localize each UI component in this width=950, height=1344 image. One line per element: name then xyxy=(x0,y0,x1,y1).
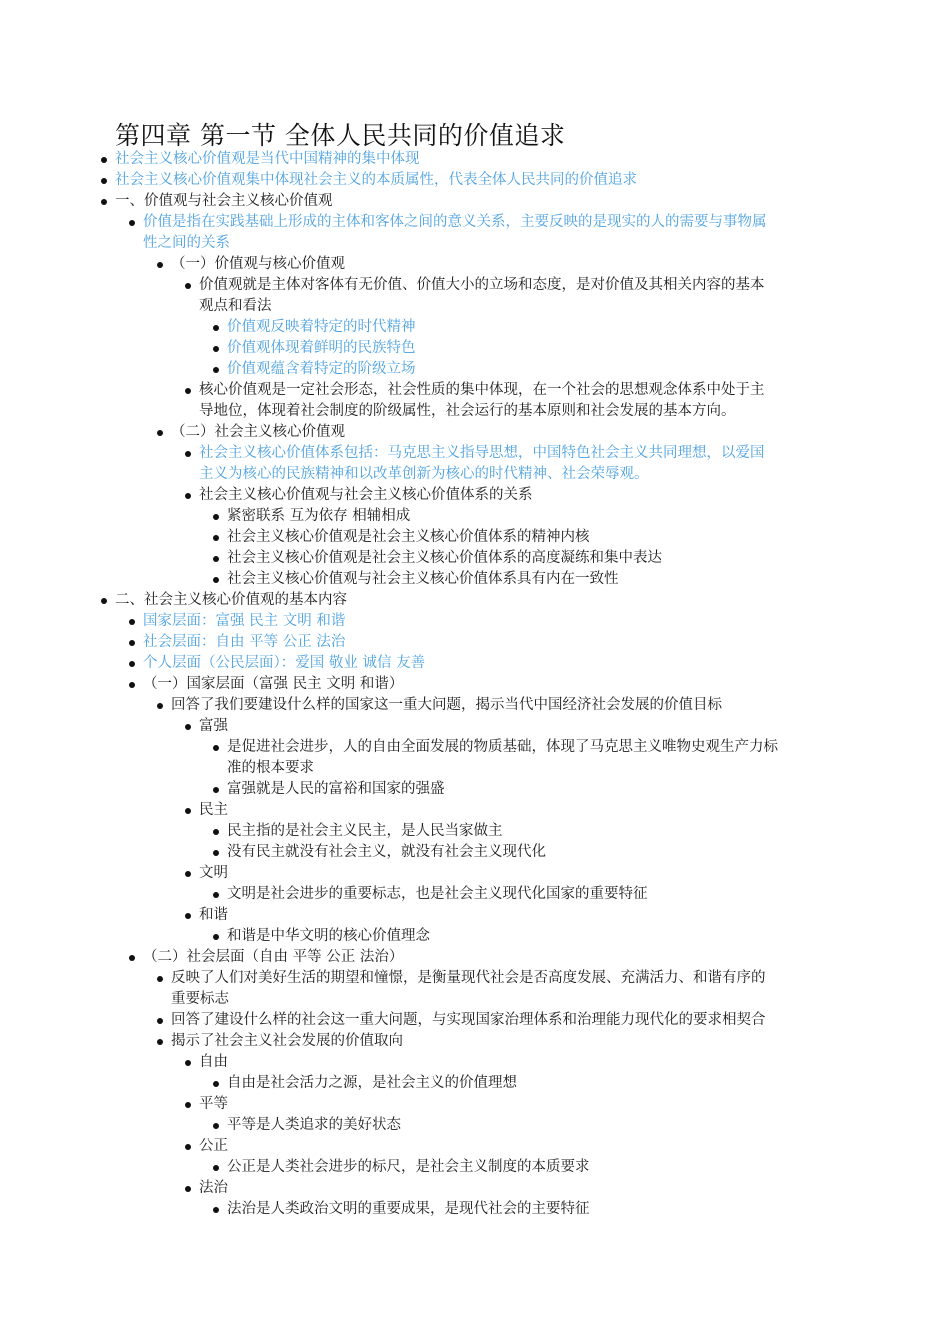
bullet-icon xyxy=(101,199,107,205)
bullet-icon xyxy=(101,178,107,184)
outline-item xyxy=(0,1073,950,1094)
bullet-icon xyxy=(213,934,219,940)
outline-item-text: （二）社会层面（自由 平等 公正 法治） xyxy=(143,949,404,965)
outline-item xyxy=(0,821,950,842)
bullet-icon xyxy=(213,535,219,541)
outline-item-text: 文明 xyxy=(199,865,228,881)
outline-item-text: 揭示了社会主义社会发展的价值取向 xyxy=(171,1033,403,1049)
outline-item-text: 社会主义核心价值观集中体现社会主义的本质属性，代表全体人民共同的价值追求 xyxy=(115,172,637,188)
outline-item-text: 社会层面：自由 平等 公正 法治 xyxy=(143,634,346,650)
outline-item-text: 文明是社会进步的重要标志，也是社会主义现代化国家的重要特征 xyxy=(227,886,648,902)
outline-item xyxy=(0,1052,950,1073)
outline-item xyxy=(0,632,950,653)
outline-item xyxy=(0,1157,950,1178)
outline-item xyxy=(0,884,950,905)
outline-item xyxy=(0,422,950,443)
outline-item xyxy=(0,443,950,485)
bullet-icon xyxy=(157,976,163,982)
outline-item-text: 社会主义核心价值体系包括：马克思主义指导思想，中国特色社会主义共同理想，以爱国 xyxy=(199,445,765,461)
outline-item xyxy=(0,254,950,275)
outline-item-text: 一、价值观与社会主义核心价值观 xyxy=(115,193,333,209)
bullet-icon xyxy=(213,325,219,331)
page-title: 第四章 第一节 全体人民共同的价值追求 xyxy=(115,121,566,150)
outline-item xyxy=(0,1199,950,1220)
outline-item xyxy=(0,842,950,863)
outline-item xyxy=(0,611,950,632)
bullet-icon xyxy=(185,1144,191,1150)
outline-item-text: 价值是指在实践基础上形成的主体和客体之间的意义关系，主要反映的是现实的人的需要与事物属 xyxy=(143,214,767,230)
bullet-icon xyxy=(185,1102,191,1108)
bullet-icon xyxy=(129,661,135,667)
outline-item xyxy=(0,1136,950,1157)
bullet-icon xyxy=(129,682,135,688)
bullet-icon xyxy=(157,1039,163,1045)
outline-item-text: 性之间的关系 xyxy=(143,235,230,251)
outline-item-text: 和谐是中华文明的核心价值理念 xyxy=(227,928,430,944)
outline-item xyxy=(0,905,950,926)
outline-item-text: 平等 xyxy=(199,1096,228,1112)
bullet-icon xyxy=(213,892,219,898)
outline-item xyxy=(0,674,950,695)
bullet-icon xyxy=(157,1018,163,1024)
outline-item xyxy=(0,380,950,422)
outline-item xyxy=(0,737,950,779)
outline-item-text: 主义为核心的民族精神和以改革创新为核心的时代精神、社会荣辱观。 xyxy=(199,466,649,482)
outline-item-text: 国家层面：富强 民主 文明 和谐 xyxy=(143,613,346,629)
bullet-icon xyxy=(129,619,135,625)
outline-item xyxy=(0,1178,950,1199)
outline-item xyxy=(0,1010,950,1031)
outline-item-text: 民主指的是社会主义民主，是人民当家做主 xyxy=(227,823,503,839)
outline-item-text: 民主 xyxy=(199,802,228,818)
bullet-icon xyxy=(129,220,135,226)
bullet-icon xyxy=(185,808,191,814)
outline-item-text: 法治 xyxy=(199,1180,228,1196)
bullet-icon xyxy=(101,598,107,604)
outline-item xyxy=(0,653,950,674)
outline-item-text: 平等是人类追求的美好状态 xyxy=(227,1117,401,1133)
bullet-icon xyxy=(213,346,219,352)
outline-item-text: 富强就是人民的富裕和国家的强盛 xyxy=(227,781,445,797)
outline-item xyxy=(0,275,950,317)
outline-item-text: 回答了我们要建设什么样的国家这一重大问题，揭示当代中国经济社会发展的价值目标 xyxy=(171,697,722,713)
outline-item xyxy=(0,170,950,191)
outline-item-text: 公正 xyxy=(199,1138,228,1154)
outline-item xyxy=(0,191,950,212)
bullet-icon xyxy=(157,262,163,268)
outline-item-text: 反映了人们对美好生活的期望和憧憬，是衡量现代社会是否高度发展、充满活力、和谐有序的 xyxy=(171,970,766,986)
bullet-icon xyxy=(185,1060,191,1066)
bullet-icon xyxy=(185,388,191,394)
bullet-icon xyxy=(213,1165,219,1171)
bullet-icon xyxy=(185,451,191,457)
bullet-icon xyxy=(213,1207,219,1213)
outline-item-text: 是促进社会进步，人的自由全面发展的物质基础，体现了马克思主义唯物史观生产力标 xyxy=(227,739,778,755)
bullet-icon xyxy=(185,1186,191,1192)
outline-item-text: 社会主义核心价值观是社会主义核心价值体系的精神内核 xyxy=(227,529,590,545)
outline-item xyxy=(0,947,950,968)
bullet-icon xyxy=(185,871,191,877)
bullet-icon xyxy=(213,556,219,562)
outline-item xyxy=(0,359,950,380)
outline-item-text: 回答了建设什么样的社会这一重大问题，与实现国家治理体系和治理能力现代化的要求相契合 xyxy=(171,1012,766,1028)
outline-item xyxy=(0,338,950,359)
outline-item xyxy=(0,317,950,338)
outline-item-text: 个人层面（公民层面）：爱国 敬业 诚信 友善 xyxy=(143,655,426,671)
outline-item-text: 导地位，体现着社会制度的阶级属性，社会运行的基本原则和社会发展的基本方向。 xyxy=(199,403,736,419)
outline-item-text: 价值观蕴含着特定的阶级立场 xyxy=(227,361,416,377)
bullet-icon xyxy=(213,577,219,583)
outline-item xyxy=(0,1094,950,1115)
outline-item-text: 价值观体现着鲜明的民族特色 xyxy=(227,340,416,356)
outline-item-text: 社会主义核心价值观是当代中国精神的集中体现 xyxy=(115,151,420,167)
outline-item xyxy=(0,716,950,737)
bullet-icon xyxy=(213,850,219,856)
outline-list xyxy=(0,149,950,1220)
bullet-icon xyxy=(157,703,163,709)
outline-item xyxy=(0,506,950,527)
outline-item-text: 社会主义核心价值观是社会主义核心价值体系的高度凝练和集中表达 xyxy=(227,550,662,566)
outline-item-text: 二、社会主义核心价值观的基本内容 xyxy=(115,592,347,608)
outline-item-text: 自由 xyxy=(199,1054,228,1070)
outline-item xyxy=(0,548,950,569)
outline-item-text: 没有民主就没有社会主义，就没有社会主义现代化 xyxy=(227,844,546,860)
outline-item-text: 价值观反映着特定的时代精神 xyxy=(227,319,416,335)
outline-item-text: 重要标志 xyxy=(171,991,229,1007)
outline-item xyxy=(0,527,950,548)
outline-item-text: 自由是社会活力之源，是社会主义的价值理想 xyxy=(227,1075,517,1091)
outline-item xyxy=(0,800,950,821)
outline-item xyxy=(0,695,950,716)
outline-item xyxy=(0,968,950,1010)
bullet-icon xyxy=(213,829,219,835)
outline-item xyxy=(0,569,950,590)
bullet-icon xyxy=(101,157,107,163)
outline-item xyxy=(0,485,950,506)
bullet-icon xyxy=(185,493,191,499)
outline-item-text: 紧密联系 互为依存 相辅相成 xyxy=(227,508,411,524)
outline-item-text: （二）社会主义核心价值观 xyxy=(171,424,345,440)
outline-item-text: 价值观就是主体对客体有无价值、价值大小的立场和态度，是对价值及其相关内容的基本 xyxy=(199,277,765,293)
outline-item-text: （一）国家层面（富强 民主 文明 和谐） xyxy=(143,676,404,692)
outline-item-text: 公正是人类社会进步的标尺，是社会主义制度的本质要求 xyxy=(227,1159,590,1175)
bullet-icon xyxy=(129,640,135,646)
bullet-icon xyxy=(157,430,163,436)
outline-item xyxy=(0,926,950,947)
outline-item-text: 准的根本要求 xyxy=(227,760,314,776)
outline-item-text: （一）价值观与核心价值观 xyxy=(171,256,345,272)
bullet-icon xyxy=(185,283,191,289)
bullet-icon xyxy=(185,913,191,919)
outline-item-text: 观点和看法 xyxy=(199,298,272,314)
outline-item-text: 富强 xyxy=(199,718,228,734)
bullet-icon xyxy=(213,787,219,793)
outline-item xyxy=(0,149,950,170)
bullet-icon xyxy=(213,514,219,520)
outline-item-text: 社会主义核心价值观与社会主义核心价值体系具有内在一致性 xyxy=(227,571,619,587)
bullet-icon xyxy=(213,745,219,751)
bullet-icon xyxy=(185,724,191,730)
bullet-icon xyxy=(213,1081,219,1087)
outline-item-text: 和谐 xyxy=(199,907,228,923)
outline-item-text: 社会主义核心价值观与社会主义核心价值体系的关系 xyxy=(199,487,533,503)
outline-item xyxy=(0,212,950,254)
outline-item-text: 法治是人类政治文明的重要成果，是现代社会的主要特征 xyxy=(227,1201,590,1217)
bullet-icon xyxy=(129,955,135,961)
outline-item xyxy=(0,1115,950,1136)
bullet-icon xyxy=(213,367,219,373)
outline-item xyxy=(0,863,950,884)
bullet-icon xyxy=(213,1123,219,1129)
outline-item-text: 核心价值观是一定社会形态，社会性质的集中体现，在一个社会的思想观念体系中处于主 xyxy=(199,382,765,398)
outline-item xyxy=(0,1031,950,1052)
outline-item xyxy=(0,779,950,800)
outline-item xyxy=(0,590,950,611)
